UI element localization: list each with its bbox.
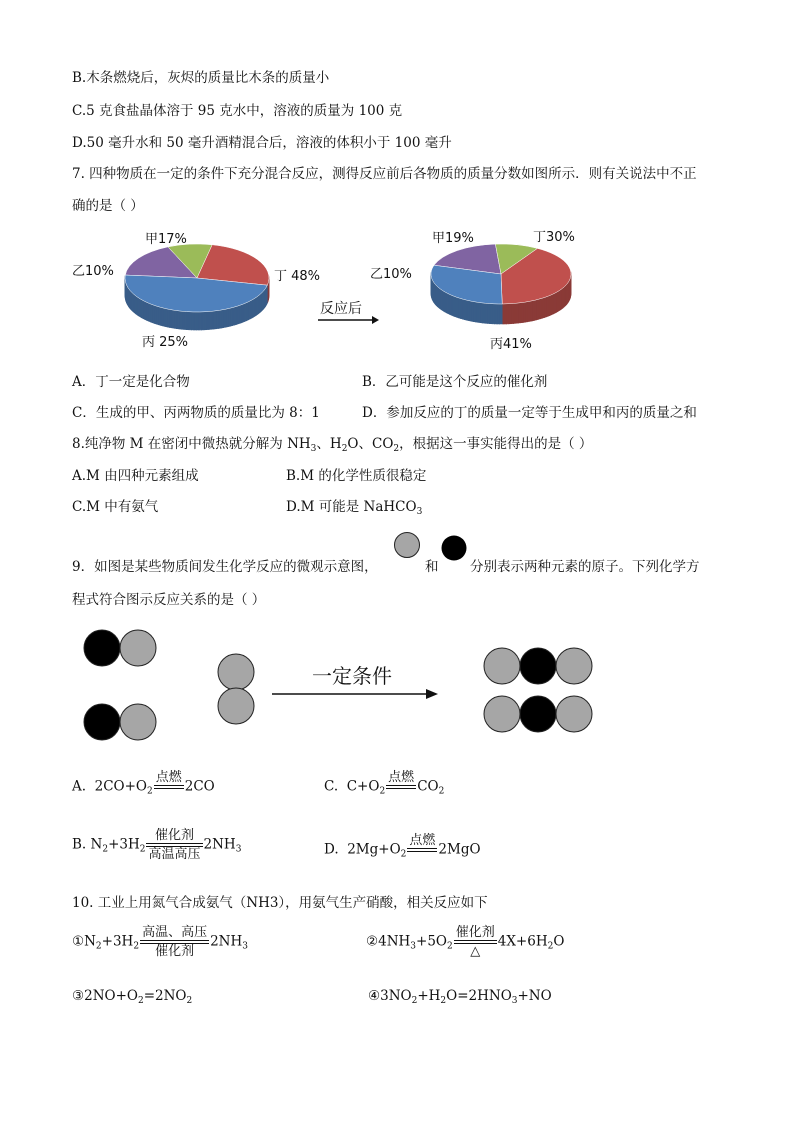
q9-option-c: C. $C+O_2$ 点燃 $CO_2$ (324, 770, 445, 797)
reaction-arrow (318, 314, 380, 326)
arrow-label-after-reaction: 反应后 (320, 301, 362, 317)
q9-option-a: A. $2CO+O_2$ 点燃 2CO (72, 770, 215, 797)
q10-eq3: $③2NO+O_2=2NO_2$ (72, 988, 193, 1006)
q7-option-d: D．参加反应的丁的质量一定等于生成甲和丙的质量之和 (362, 405, 697, 421)
q10-eq2: $②4NH_3+5O_2$ 催化剂 △ $4X+6H_2O$ (366, 925, 565, 959)
q8-stem: 8.纯净物 M 在密闭中微热就分解为 $NH_3$、$H_2O$、$CO_2$，根据这一事实能得出的是（ ） (72, 436, 593, 454)
pie2-label-jia: 甲19% (432, 231, 474, 246)
pie2-label-ding: 丁30% (533, 230, 575, 245)
gray-atom-icon (393, 531, 421, 559)
pie-chart-before (120, 238, 275, 333)
q7-stem-line2: 确的是（ ） (72, 198, 144, 214)
pie2-label-bing: 丙41% (490, 337, 532, 352)
q8-option-a: A.M 由四种元素组成 (72, 468, 199, 484)
pie1-label-bing: 丙 25% (142, 335, 189, 350)
q6-option-c: C.5 克食盐晶体溶于 95 克水中，溶液的质量为 100 克 (72, 103, 403, 119)
q9-stem-and: 和 (425, 559, 439, 575)
condition-label: 一定条件 (312, 664, 392, 688)
q7-stem-line1: 7. 四种物质在一定的条件下充分混合反应，测得反应前后各物质的质量分数如图所示．则有关说法中不正 (72, 166, 697, 182)
pie1-label-jia: 甲17% (145, 232, 187, 247)
q7-option-c: C．生成的甲、丙两物质的质量比为 8：1 (72, 405, 320, 421)
pie-chart-after (428, 238, 576, 328)
q7-option-a: A．丁一定是化合物 (72, 374, 190, 390)
q10-eq4: $④3NO_2+H_2O=2HNO_3+NO$ (368, 988, 552, 1006)
pie1-label-yi: 乙10% (72, 264, 114, 279)
q9-option-b: B. $N_2+3H_2$ 催化剂 高温高压 $2NH_3$ (72, 828, 242, 862)
q9-stem-a: 9．如图是某些物质间发生化学反应的微观示意图， (72, 559, 378, 575)
q9-stem-line2: 程式符合图示反应关系的是（ ） (72, 592, 266, 608)
q10-eq1: $①N_2+3H_2$ 高温、高压 催化剂 $2NH_3$ (72, 925, 249, 959)
pie2-label-yi: 乙10% (370, 267, 412, 282)
q6-option-b: B.木条燃烧后，灰烬的质量比木条的质量小 (72, 70, 330, 86)
q10-stem: 10. 工业上用氮气合成氨气（NH3），用氨气生产硝酸，相关反应如下 (72, 895, 488, 911)
q8-option-b: B.M 的化学性质很稳定 (286, 468, 427, 484)
pie1-label-ding: 丁 48% (274, 269, 321, 284)
q8-option-c: C.M 中有氨气 (72, 499, 159, 515)
q7-option-b: B．乙可能是这个反应的催化剂 (362, 374, 548, 390)
q9-stem-b: 分别表示两种元素的原子。下列化学方 (470, 559, 700, 575)
black-atom-icon (440, 534, 468, 562)
q8-option-d: D.M 可能是 NaHCO$_3$ (286, 499, 423, 517)
q9-option-d: D. $2Mg+O_2$ 点燃 2MgO (324, 833, 481, 860)
q6-option-d: D.50 毫升水和 50 毫升酒精混合后，溶液的体积小于 100 毫升 (72, 135, 452, 151)
